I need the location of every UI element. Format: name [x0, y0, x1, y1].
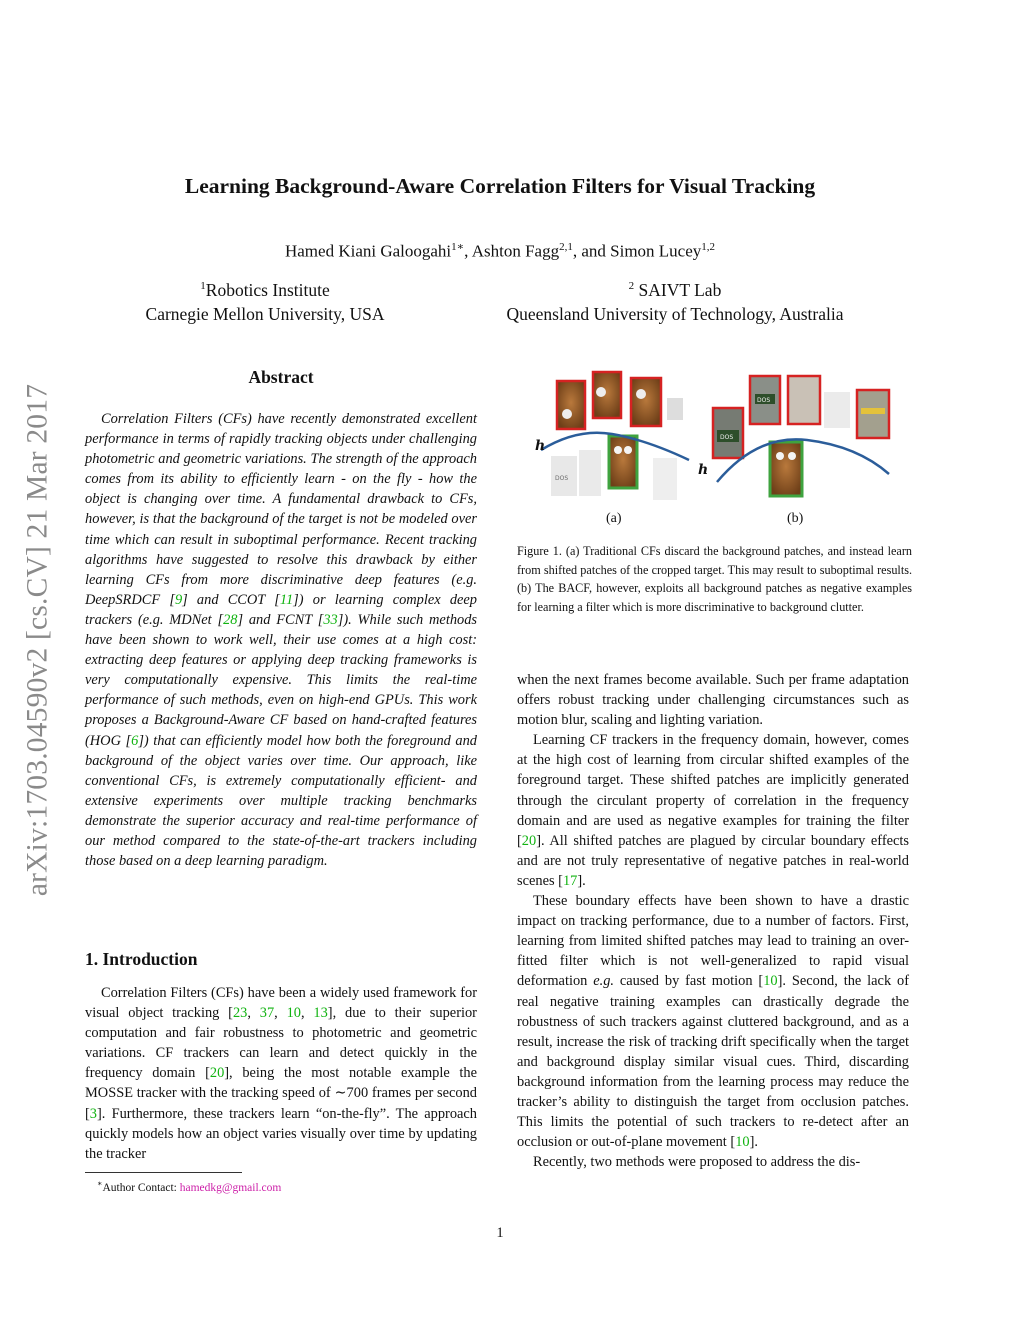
citation-link[interactable]: 9 — [174, 591, 183, 608]
author-1: Hamed Kiani Galoogahi — [284, 241, 452, 261]
author-2: , Ashton Fagg — [464, 241, 560, 261]
introduction-body — [85, 983, 477, 1164]
page-number: 1 — [496, 1225, 504, 1241]
citation-link[interactable]: 10 — [286, 1005, 301, 1022]
shifted-patch — [557, 381, 585, 429]
abstract-text: ]) that can efficiently model how both the foreground and background of the object varies over time. Our approach, like conventional CFs, is extremely computationally efficient- and extensive experiments over multiple tracking benchmarks demonstrate the superior accuracy and real-time performance of our method compared to the state-of-the-art trackers including those based on a deep learning paradigm. — [85, 732, 477, 870]
author-3: , and Simon Lucey — [572, 241, 702, 261]
paragraph-text: ]. All shifted patches are plagued by circular boundary effects and are not truly representative of negative patches in real-world scenes [ — [517, 832, 909, 889]
abstract-text: ]). While such methods have been shown to work well, their use comes at a high cost: extracting deep features or applying deep tracking frameworks is very computationally expensive. This limits the real-time performance of such methods, even on high-end GPUs. This work proposes a Background-Aware CF based on hand-crafted features (HOG [ — [85, 611, 477, 749]
citation-link[interactable]: 33 — [323, 611, 338, 628]
citation-link[interactable]: 20 — [209, 1065, 225, 1082]
abstract-body — [85, 409, 477, 871]
patch-detail — [596, 387, 606, 397]
paragraph: when the next frames become available. Such per frame adaptation offers robust tracking under challenging circumstances such as motion blur, scaling and lighting variation. — [517, 672, 909, 729]
footnote-mark: ∗ — [97, 1179, 103, 1188]
intro-text: ], being the most notable example the MOSSE tracker with the tracking speed of ∼700 frames per second [ — [85, 1065, 478, 1122]
faded-patch — [667, 398, 683, 420]
intro-text: Correlation Filters (CFs) have been a widely used framework for visual object tracking [ — [85, 985, 477, 1022]
footnote-rule — [85, 1172, 242, 1173]
paper-title: Learning Background-Aware Correlation Filters for Visual Tracking — [184, 174, 816, 198]
patch-detail — [562, 409, 572, 419]
affiliation-1-sup: 1 — [200, 280, 206, 292]
faded-patch — [653, 458, 677, 500]
panel-b-label: (b) — [787, 511, 804, 526]
patch-detail — [776, 452, 784, 460]
citation-link[interactable]: 6 — [131, 732, 139, 749]
abstract-text: Correlation Filters (CFs) have recently demonstrated excellent performance in terms of rapidly tracking objects under challenging photometric and geometric variations. The strength of the approach comes from its ability to efficiently learn - on the fly - how the object is changing over time. A fundamental drawback to CFs, however, is that the background of the target is not be modeled over time which can result in suboptimal performance. Recent tracking algorithms have suggested to resolve this drawback by either learning CFs from more discriminative deep features (e.g. DeepSRDCF [ — [85, 411, 477, 608]
paragraph — [517, 730, 909, 891]
citation-link[interactable]: 17 — [562, 872, 578, 889]
citation-link[interactable]: 11 — [279, 591, 294, 608]
affiliation-2-line2: Queensland University of Technology, Australia — [506, 303, 844, 324]
filter-symbol-a: h — [535, 438, 546, 454]
paragraph: Recently, two methods were proposed to address the dis- — [533, 1154, 861, 1171]
faded-patch — [824, 392, 850, 428]
author-3-affil: 1,2 — [701, 241, 716, 253]
paragraph-text: ]. — [749, 1134, 758, 1151]
patch-text: DOS — [555, 475, 569, 482]
paragraph-text: These boundary effects have been shown to have a drastic impact on tracking performance, due to a number of factors. First, learning from limited shifted patches may lead to training an over-fitted filter which is not well-generalized to rapid visual deformation — [517, 893, 909, 990]
citation-link[interactable]: 3 — [89, 1105, 97, 1122]
abstract-heading: Abstract — [248, 367, 314, 387]
citation-link[interactable]: 10 — [735, 1134, 750, 1151]
filter-symbol-b: h — [698, 462, 709, 478]
author-email-link[interactable]: hamedkg@gmail.com — [179, 1181, 282, 1194]
panel-a-label: (a) — [606, 511, 622, 526]
paragraph-text: ]. Second, the lack of real negative training examples can drastically degrade the robustness of such trackers against cluttered background, and as a result, increase the risk of tracking drift specifically when the target and background display similar visual cues. Third, discarding background information from the learning process may reduce the tracker’s ability to distinguish the target from occlusion patches. This limits the potential of such trackers to re-detect after an occlusion or out-of-plane movement [ — [517, 973, 909, 1151]
abstract-text: ] and FCNT [ — [237, 611, 324, 628]
intro-text: ]. Furthermore, these trackers learn “on-the-fly”. The approach quickly models how an object varies visually over time by updating the tracker — [85, 1105, 477, 1162]
target-patch — [770, 442, 802, 496]
affiliation-2 — [470, 274, 880, 326]
intro-sep: , — [300, 1005, 314, 1022]
footnote-label: Author Contact: — [102, 1181, 180, 1194]
abstract-text: ]) or learning complex deep trackers (e.g. MDNet [ — [85, 591, 478, 628]
emphasis: e.g. — [593, 973, 614, 990]
citation-link[interactable]: 23 — [232, 1005, 248, 1022]
right-column-body — [517, 670, 909, 1172]
author-2-affil: 2,1 — [559, 241, 573, 253]
panel-b-background-patches — [698, 376, 889, 526]
citation-link[interactable]: 20 — [521, 832, 537, 849]
paragraph — [517, 891, 909, 1152]
affiliation-1-line2: Carnegie Mellon University, USA — [145, 303, 385, 324]
target-patch — [609, 436, 637, 488]
patch-text: DOS — [720, 434, 734, 441]
author-line — [0, 240, 1000, 262]
author-1-footnote-mark: ∗ — [456, 241, 465, 253]
paragraph-text: ]. — [577, 872, 586, 889]
background-patch — [788, 376, 820, 424]
abstract-text: ] and CCOT [ — [182, 591, 280, 608]
figure-1 — [517, 364, 912, 529]
arxiv-stamp — [14, 340, 62, 940]
affiliation-2-sup: 2 — [628, 280, 635, 292]
citation-link[interactable]: 13 — [313, 1005, 328, 1022]
panel-a-shifted-patches — [535, 372, 689, 526]
affiliation-1 — [100, 274, 430, 326]
citation-link[interactable]: 37 — [259, 1005, 275, 1022]
arxiv-stamp-text: arXiv:1703.04590v2 [cs.CV] 21 Mar 2017 — [21, 383, 54, 897]
faded-patch — [579, 450, 601, 496]
citation-link[interactable]: 28 — [223, 611, 238, 628]
intro-sep: , — [274, 1005, 287, 1022]
patch-detail — [861, 408, 885, 414]
patch-detail — [614, 446, 622, 454]
paragraph-text: Learning CF trackers in the frequency domain, however, comes at the high cost of learning from circular shifted examples of the foreground target. These shifted patches are implicitly generated through the circulant property of correlation in the frequency domain and are used as negative examples for training the filter [ — [517, 732, 909, 849]
abstract-paragraph — [85, 409, 477, 871]
patch-text: DOS — [757, 397, 771, 404]
citation-link[interactable]: 10 — [763, 973, 778, 990]
section-heading-introduction: 1. Introduction — [85, 949, 198, 969]
intro-sep: , — [247, 1005, 260, 1022]
affiliation-1-line1: Robotics Institute — [205, 279, 330, 300]
intro-text: ], due to their superior computation and fair robustness to photometric and geometric variations. CF trackers can learn and detect quickly in the frequency domain [ — [85, 1005, 477, 1082]
paragraph-text: caused by fast motion [ — [613, 973, 764, 990]
author-1-affil: 1 — [451, 241, 457, 253]
affiliation-2-line1: SAIVT Lab — [634, 279, 722, 300]
shifted-patch — [631, 378, 661, 426]
patch-detail — [636, 389, 646, 399]
patch-detail — [624, 446, 632, 454]
patch-detail — [788, 452, 796, 460]
intro-paragraph — [85, 983, 477, 1164]
footnote — [85, 1179, 281, 1194]
figure-1-caption: Figure 1. (a) Traditional CFs discard the background patches, and instead learn from shifted patches of the cropped target. This may result to suboptimal results. (b) The BACF, however, exploits all background patches as negative examples for learning a filter which is more discriminative to background clutter. — [517, 544, 912, 614]
